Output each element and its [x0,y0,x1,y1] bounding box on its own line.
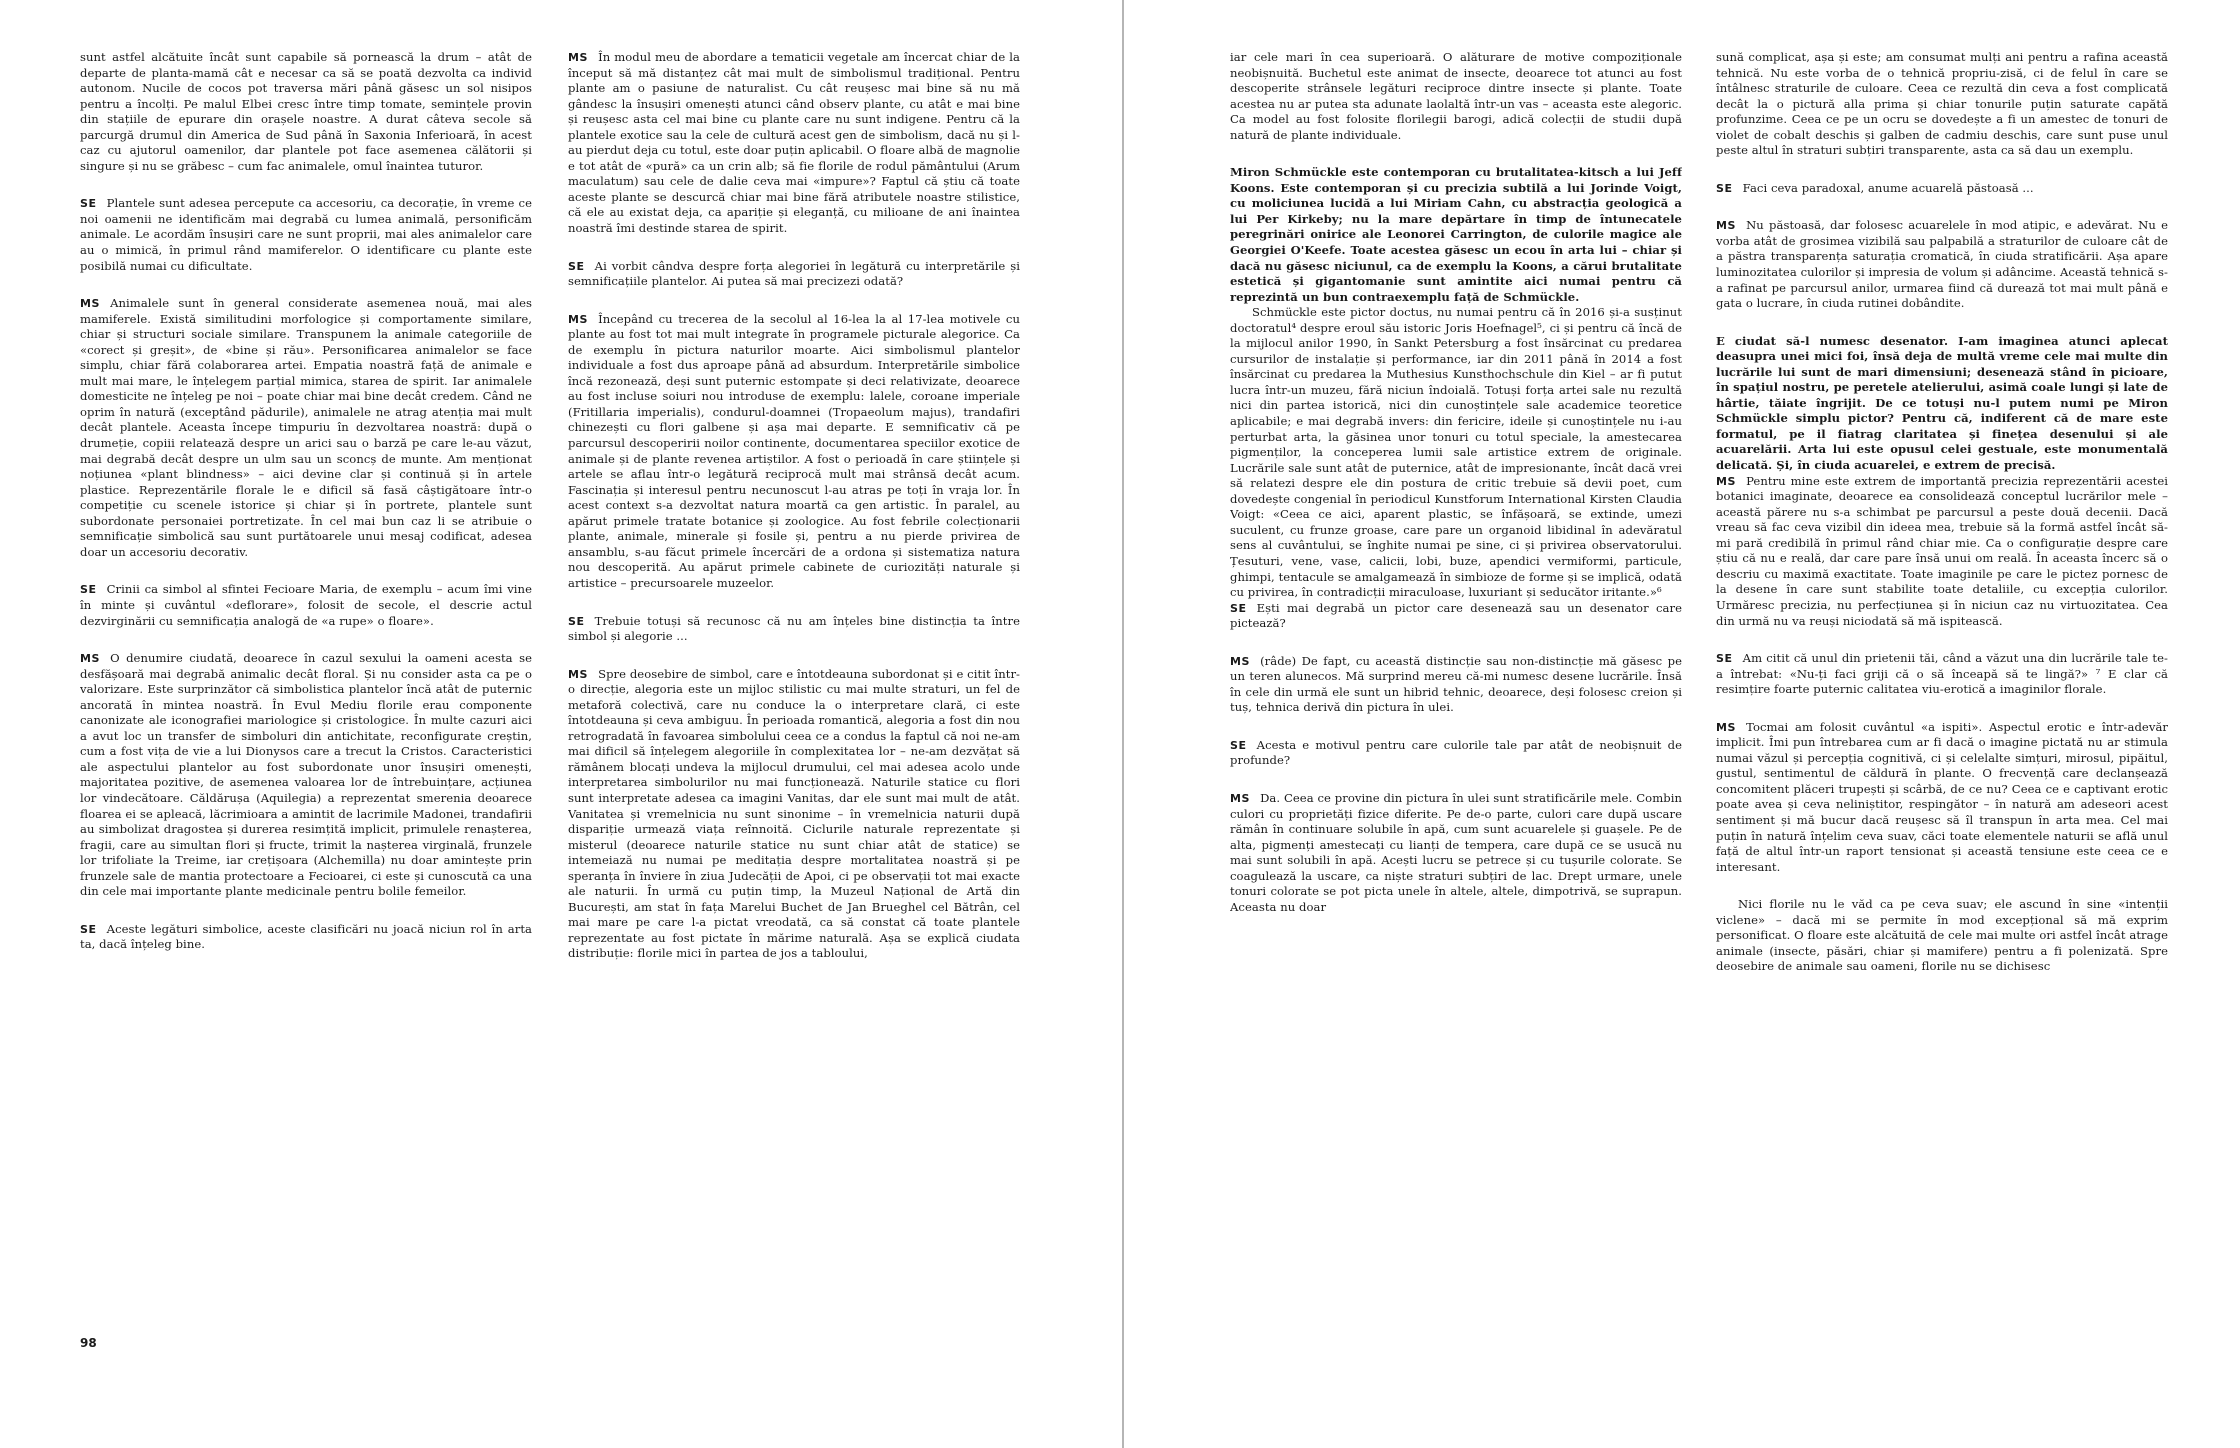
paragraph-text: Animalele sunt în general considerate asemenea nouă, mai ales mamiferele. Există similitudini morfologice și comportamente similare, chiar și structuri sociale similare. Transpunem la animale categoriile de «corect și greșit», de «bine și rău». Personificarea animalelor se face simplu, chiar fără colaborarea artei. Empatia noastră față de animale e mult mai mare, le înțelegem parțial mimica, starea de spirit. Iar animalele domesticite ne înțeleg pe noi – poate chiar mai bine decât credem. Când ne oprim în natură (exceptând pădurile), animalele ne atrag atenția mai mult decât plantele. Aceasta începe timpuriu în dezvoltarea noastră: după o drumeție, copiii relatează despre un arici sau o barză pe care le-au văzut, mai degrabă decât despre un ulm sau un sconcș de munte. Am menționat noțiunea «plant blindness» – aici devine clar și continuă și în artele plastice. Reprezentările florale le e dificil să fasă câștigătoare într-o competiție cu scenele istorice și chiar și în portrete, plantele sunt subordonate personaiei portretizate. În cel mai bun caz li se atribuie o semnificație simbolică sau sunt purtătoarele unui mesaj codificat, adesea doar un accesoriu decorativ. [80,296,532,559]
paragraph-text: sună complicat, așa și este; am consumat mulți ani pentru a rafina această tehnică. Nu este vorba de o tehnică propriu-zisă, ci de felul în care se întâlnesc straturile de culoare. Ceea ce rezultă din ceva a fost complicată decât la o pictură alla prima și chiar tonurile puțin saturate capătă profunzime. Ceea ce pe un ocru se dovedește a fi un amestec de tonuri de violet de cobalt deschis și galben de cadmiu deschis, care sunt puse unul peste altul în straturi subțiri transparente, asta ca să dau un exemplu. [1716,50,2168,158]
speaker-initials: MS [1230,654,1251,668]
speaker-initials: SE [1230,601,1247,615]
paragraph-text: sunt astfel alcătuite încât sunt capabile să pornească la drum – atât de departe de planta-mamă cât e necesar ca să se poată dezvolta ca individ autonom. Nucile de cocos pot traversa mări până găsesc un sol nisipos pentru a încolți. Pe malul Elbei cresc între timp tomate, semințele provin din stațiile de epurare din orașele noastre. A durat câteva secole să parcurgă drumul din America de Sud până în Saxonia Inferioară, în acest caz cu ajutorul oamenilor, dar plantele pot face asemenea călătorii și singure și nu se grăbesc – cum fac animalele, omul înaintea tuturor. [80,50,532,173]
paragraph-text: Ai vorbit cândva despre forța alegoriei în legătură cu interpretările și semnificațiile plantelor. Ai putea să mai precizezi odată? [568,258,1020,289]
paragraph [568,259,1020,290]
paragraph-text: Crinii ca simbol al sfintei Fecioare Maria, de exemplu – acum îmi vine în minte și cuvântul «deflorare», folosit de secole, el descrie actul dezvirginării cu semnificația analogă de «a rupe» o floare». [80,582,532,628]
right-page-column-2 [1716,50,2168,1390]
left-page-column-2 [568,50,1020,1390]
speaker-initials: SE [80,583,97,597]
speaker-initials: MS [568,667,589,681]
paragraph [568,614,1020,645]
speaker-initials: MS [1230,791,1251,805]
paragraph [1230,50,1682,143]
paragraph [568,312,1020,592]
speaker-initials: MS [1716,474,1737,488]
paragraph-text: (râde) De fapt, cu această distincție sau non-distincție mă găsesc pe un teren alunecos. Mă surprind mereu că-mi numesc desene lucrările. Însă în cele din urmă ele sunt un hibrid tehnic, deoarece, deși folosesc creion și tuș, tehnica derivă din pictura în ulei. [1230,653,1682,715]
speaker-initials: SE [1230,738,1247,752]
paragraph-text: Acesta e motivul pentru care culorile tale par atât de neobișnuit de profunde? [1230,737,1682,768]
speaker-initials: SE [568,614,585,628]
paragraph-text: Tocmai am folosit cuvântul «a ispiti». Aspectul erotic e într-adevăr implicit. Îmi pun întrebarea cum ar fi dacă o imagine pictată nu ar stimula numai văzul și percepția cognitivă, ci și celelalte simțuri, mirosul, pipăitul, gustul, sentimentul de căldură în plante. O frecvență care declanșează concomitent plăceri trupești și scârbă, de ce nu? Ceea ce e captivant erotic poate avea și ceva neliniștitor, respingător – în natură am adeseori acest sentiment și mă bucur dacă reușesc să îl transpun în arta mea. Cel mai puțin în natură înțelim ceva suav, căci toate elementele naturii se află unul față de altul într-un raport tensionat și această tensiune este ceea ce e interesant. [1716,719,2168,874]
paragraph [80,651,532,900]
paragraph-text: Faci ceva paradoxal, anume acuarelă păstoasă ... [1742,180,2034,195]
paragraph [1716,334,2168,474]
page-number: 98 [80,1336,97,1350]
speaker-initials: MS [568,51,589,64]
paragraph [80,582,532,629]
speaker-initials: SE [1716,652,1733,666]
paragraph-text: Spre deosebire de simbol, care e întotdeauna subordonat și e citit într-o direcție, alegoria este un mijloc stilistic cu mai multe straturi, un fel de metaforă colectivă, care nu conduce la o interpretare clară, ci este întotdeauna și ceva ambiguu. În perioada romantică, alegoria a fost din nou retrogradată în favoarea simbolului ceea ce a condus la faptul că noi ne-am mai dificil să înțelegem alegoriile în complexitatea lor – ne-am dezvățat să rămânem blocați undeva la mijlocul drumului, cel mai adesea acolo unde interpretarea simbolurilor nu mai funcționează. Naturile statice cu flori sunt interpretate adesea ca imagini Vanitas, dar ele sunt mai mult de atât. Vanitatea și vremelnicia nu sunt sinonime – în vremelnicia naturii după dispariție urmează viața reînnoită. Ciclurile naturale reprezentate și misterul (deoarece naturile statice nu sunt chiar atât de statice) se intemeiază nu numai pe meditația despre mortalitatea noastră și pe speranța în înviere în ziua Judecății de Apoi, ci pe observații tot mai exacte ale naturii. În urmă cu puțin timp, la Muzeul Național de Artă din București, am stat în fața Marelui Buchet de Jan Brueghel cel Bătrân, cel mai mare pe care l-a pictat vreodată, ca să constat că toate plantele reprezentate au fost pictate în mărime naturală. Așa se explică ciudata distribuție: florile mici în partea de jos a tabloului, [568,666,1020,961]
speaker-initials: SE [80,197,97,211]
paragraph [1230,601,1682,632]
paragraph-text: Începând cu trecerea de la secolul al 16-lea la al 17-lea motivele cu plante au fost tot mai mult integrate în programele picturale alegorice. Ca de exemplu în pictura naturilor moarte. Aici simbolismul plantelor individuale a fost dus aproape până ad absurdum. Interpretările simbolice încă rezonează, deși sunt puternic estompate și deci relativizate, deoarece au fost incluse soiuri nou introduse de exemplu: lalele, coroane imperiale (Fritillaria imperialis), condurul-doamnei (Tropaeolum majus), trandafiri chinezești cu flori galbene și așa mai departe. E semnificativ că pe parcursul descoperirii noilor continente, documentarea speciilor exotice de animale și de plante revenea artiștilor. A fost o perioadă în care științele și artele se aflau într-o legătură reciprocă mult mai strânsă decât acum. Fascinația și interesul pentru necunoscut l-au atras pe toți în vraja lor. În acest context s-a dezvoltat natura moartă ca gen artistic. În paralel, au apărut primele tratate botanice și zoologice. Au fost febrile colecționarii plante, animale, minerale și fosile și, pentru a nu pierde privirea de ansamblu, s-au făcut primele încercări de a ordona și sistematiza natura nou descoperită. Au apărut primele cabinete de curiozități naturale și artistice – precursoarele muzeelor. [568,311,1020,590]
paragraph-text: În modul meu de abordare a tematicii vegetale am încercat chiar de la început să mă distanțez cât mai mult de simbolismul tradițional. Pentru plante am o pasiune de naturalist. Cu cât reușesc mai bine să nu mă gândesc la însușiri omenești atunci când observ plante, cu atât e mai bine și reușesc asta cel mai bine cu plante care nu sunt indigene. Pentru că la plantele exotice sau la cele de cultură acest gen de simbolism, dacă nu și l-au pierdut deja cu totul, este doar puțin aplicabil. O floare albă de magnolie e tot atât de «pură» ca un crin alb; să fie florile de rodul pământului (Arum maculatum) sau cele de dalie ceva mai «impure»? Faptul că știu că toate aceste plante se descurcă chiar mai bine fără atributele noastre stilistice, că ele au existat deja, ca apariție și eleganță, cu milioane de ani înaintea noastră îmi destinde starea de spirit. [568,50,1020,236]
speaker-initials: SE [80,922,97,936]
paragraph [1716,651,2168,698]
paragraph [1716,897,2168,975]
paragraph-text: Trebuie totuși să recunosc că nu am înțeles bine distincția ta între simbol și alegorie ... [568,613,1020,644]
paragraph [1716,720,2168,875]
paragraph-text: O denumire ciudată, deoarece în cazul sexului la oameni acesta se desfășoară mai degrabă animalic decât floral. Și nu consider asta ca pe o valorizare. Este surprinzător că simbolistica plantelor încă atât de puternic ancorată în mintea noastră. În Evul Mediu florile erau componente canonizate ale iconografiei mariologice și cristologice. În multe cazuri aici a avut loc un transfer de simboluri din antichitate, reconfigurate creștin, cum a fost vița de vie a lui Dionysos care a trecut la Cristos. Caracteristici ale aspectului plantelor au fost subordonate unor însușiri omenești, majoritatea pozitive, de asemenea valoarea lor de întrebuințare, acțiunea lor vindecătoare. Căldărușa (Aquilegia) a reprezentat smerenia deoarece floarea ei se apleacă, lăcrimioara a amintit de lacrimile Madonei, trandafirii au simbolizat dragostea și durerea resimțită implicit, primulele renașterea, fragii, care au simultan flori și fructe, trimit la nașterea virginală, frunzele lor trifoliate la Treime, iar crețișoara (Alchemilla) nu doar amintește prin frunzele sale de mantia protectoare a Fecioarei, ci este și cunoscută ca una din cele mai importante plante medicinale pentru bolile femeilor. [80,651,532,899]
paragraph-text: Da. Ceea ce provine din pictura în ulei sunt stratificările mele. Combin culori cu proprietăți fizice diferite. Pe de-o parte, culori care după uscare rămân în continuare solubile în apă, cum sunt acuarelele și guașele. Pe de alta, pigmenți amestecați cu lianți de tempera, care după ce se usucă nu mai sunt solubili în apă. Acești lucru se petrece și cu tușurile colorate. Se coagulează la uscare, ca niște straturi subțiri de lac. Drept urmare, unele tonuri colorate se pot picta unele în altele, altele, dimpotrivă, se suprapun. Aceasta nu doar [1230,790,1682,914]
paragraph [1230,738,1682,769]
paragraph [1230,305,1682,600]
paragraph [1716,474,2168,629]
right-page-column-1 [1230,50,1682,1390]
paragraph [80,922,532,953]
paragraph [80,196,532,274]
paragraph [1230,654,1682,716]
speaker-initials: MS [1716,720,1737,734]
paragraph [568,667,1020,962]
paragraph-text: iar cele mari în cea superioară. O alăturare de motive compoziționale neobișnuită. Buchetul este animat de insecte, deoarece tot atunci au fost descoperite strânsele legături reciproce dintre insecte și plante. Toate acestea nu ar putea sta adunate laolaltă într-un vas – aceasta este alegoric. Ca model au fost folosite florilegii barogi, adică colecții de studii după natură de plante individuale. [1230,50,1682,142]
paragraph [568,50,1020,237]
page-fold-divider [1122,0,1124,1448]
speaker-initials: SE [1716,181,1733,195]
paragraph-text: Plantele sunt adesea percepute ca accesoriu, ca decorație, în vreme ce noi oamenii ne identificăm mai degrabă cu lumea animală, personificăm animale. Le acordăm însușiri care ne sunt proprii, mai ales animalelor care au o mimică, în primul rând mamiferelor. O identificare cu plante este posibilă numai cu dificultate. [80,196,532,273]
paragraph [1230,165,1682,305]
left-page-column-1 [80,50,532,1390]
paragraph-text: Am citit că unul din prietenii tăi, când a văzut una din lucrările tale te-a întrebat: «Nu-ți faci griji că o să înceapă să te lingă?» ⁷ E clar că resimțire foarte puternic calitatea viu-erotică a imaginilor florale. [1716,651,2168,697]
paragraph-text: Ești mai degrabă un pictor care desenează sau un desenator care pictează? [1230,600,1682,631]
speaker-initials: MS [80,652,101,666]
paragraph [80,296,532,560]
paragraph-text: Nu păstoasă, dar folosesc acuarelele în mod atipic, e adevărat. Nu e vorba atât de grosimea vizibilă sau palpabilă a straturilor de culoare cât de a păstra transparența saturația cromatică, în ciuda stratificării. Așa apare luminozitatea culorilor și impresia de volum și adâncime. Această tehnică s-a rafinat pe parcursul anilor, urmarea fiind că durează tot mai mult până e gata o lucrare, în ciuda rutinei dobândite. [1716,218,2168,311]
speaker-initials: MS [568,312,589,326]
paragraph-text: Schmückle este pictor doctus, nu numai pentru că în 2016 și-a susținut doctoratul⁴ despre eroul său istoric Joris Hoefnagel⁵, ci și pentru că încă de la mijlocul anilor 1990, în Sankt Petersburg a fost însărcinat cu predarea cursurilor de instalație și performance, iar din 2011 până în 2014 a fost însărcinat cu predarea la Muthesius Kunsthochschule din Kiel – ar fi putut lucra într-un muzeu, fără niciun îndoială. Totuși forța artei sale nu rezultă nici din partea istorică, nici din cunoștințele sale academice teoretice aplicabile; e mai degrabă invers: din fericire, ideile și cunoștințele nu i-au perturbat arta, la găsinea unor tonuri cu totul speciale, la amestecarea pigmenților, la conceperea lumii sale artistice extrem de originale. Lucrările sale sunt atât de puternice, atât de impresionante, încât dacă vrei să relatezi despre ele din postura de critic trebuie să devii poet, cum dovedește congenial în periodicul Kunstforum International Kirsten Claudia Voigt: «Ceea ce aici, aparent plastic, se înfășoară, se extinde, umezi suculent, cu frunze groase, care pare un organoid libidinal în adevăratul sens al cuvântului, se înghite numai pe sine, ci și privirea observatorului. Țesuturi, vene, vase, calicii, lobi, buze, apendici vermiformi, particule, ghimpi, tentacule se amalgamează în simbioze de forme și se implică, odată cu privirea, în contradicții miraculoase, luxuriant și seducător iritante.»⁶ [1230,305,1682,600]
speaker-initials: MS [80,297,101,311]
paragraph-text: E ciudat să-l numesc desenator. I-am imaginea atunci aplecat deasupra unei mici foi, însă deja de multă vreme cele mai multe din lucrările lui sunt de mari dimensiuni; desenează stând în picioare, în spațiul nostru, pe peretele atelierului, asimă coale lungi și late de hârtie, tăiate îngrijit. De ce totuși nu-l putem numi pe Miron Schmückle simplu pictor? Pentru că, indiferent că de mare este formatul, pe il fiatrag claritatea și finețea desenului și ale acuarelării. Arta lui este opusul celei gestuale, este monumentală delicată. Și, în ciuda acuarelei, e extrem de precisă. [1716,333,2168,473]
paragraph-text: Nici florile nu le văd ca pe ceva suav; ele ascund în sine «intenții viclene» – dacă mi se permite în mod excepțional să mă exprim personificat. O floare este alcătuită de cele mai multe ori astfel încât atrage animale (insecte, păsări, chiar și mamifere) pentru a fi polenizată. Spre deosebire de animale sau oameni, florile nu se dichisesc [1716,897,2168,974]
paragraph [1716,218,2168,311]
speaker-initials: MS [1716,219,1737,233]
paragraph [80,50,532,174]
paragraph-text: Miron Schmückle este contemporan cu brutalitatea-kitsch a lui Jeff Koons. Este contemporan și cu precizia subtilă a lui Jorinde Voigt, cu moliciunea lucidă a lui Miriam Cahn, cu abstracția geologică a lui Per Kirkeby; nu la mare depărtare în timp de întunecatele peregrinări onirice ale Leonorei Carrington, de culorile magice ale Georgiei O'Keefe. Toate acestea găsesc un ecou în arta lui – chiar și dacă nu găsesc niciunul, ca de exemplu la Koons, a cărui brutalitate estetică și gigantomanie sunt amintite aici numai pentru că reprezintă un bun contraexemplu față de Schmückle. [1230,165,1682,304]
paragraph-text: Aceste legături simbolice, aceste clasificări nu joacă niciun rol în arta ta, dacă înțeleg bine. [80,921,532,952]
paragraph [1716,181,2168,197]
speaker-initials: SE [568,259,585,273]
paragraph-text: Pentru mine este extrem de importantă precizia reprezentării acestei botanici imaginate, deoarece ea consolidează conceptul lucrărilor mele – această părere nu s-a schimbat pe parcursul a peste două decenii. Dacă vreau să fac ceva vizibil din ideea mea, trebuie să la formă astfel încât să-mi pară credibilă în primul rând chiar mie. Ca o configurație despre care știu că nu e reală, dar care pare însă unui om reală. În aceasta încerc să o descriu cu maximă exactitate. Toate imaginile pe care le pictez pornesc de la desene în care sunt stabilite toate detaliile, cu excepția culorilor. Urmăresc precizia, nu perfecțiunea și în niciun caz nu virtuozitatea. Cea din urmă nu va reuși niciodată să mă ispitească. [1716,473,2168,628]
paragraph [1230,791,1682,915]
paragraph [1716,50,2168,159]
